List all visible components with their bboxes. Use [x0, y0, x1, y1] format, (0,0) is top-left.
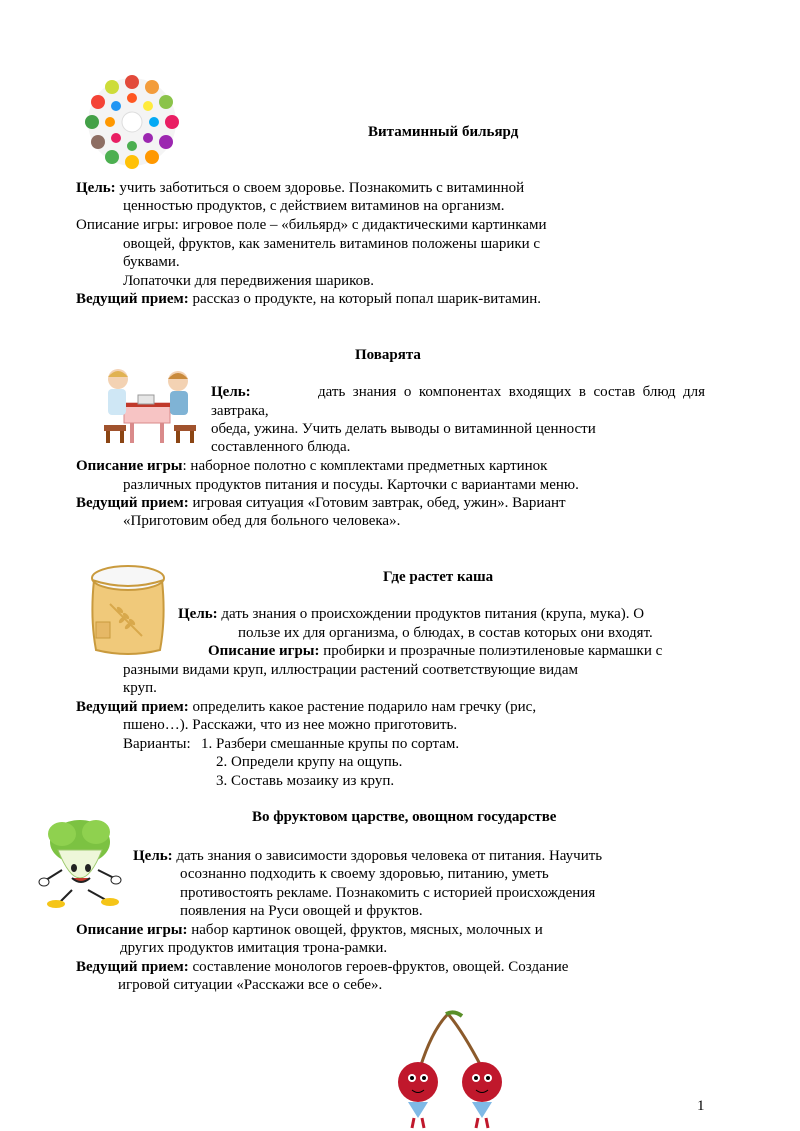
grain-sack-icon	[80, 558, 176, 658]
game-4-desc-line-1	[76, 921, 543, 939]
game-2-goal-text-2: завтрака,	[211, 403, 269, 419]
game-3-desc-text-2: разными видами круп, иллюстрации растений соответствующие видам	[123, 662, 578, 678]
game-4-goal-line-1	[133, 847, 602, 865]
game-4-lead-label: Ведущий прием:	[76, 959, 189, 975]
page-number: 1	[697, 1098, 705, 1114]
game-3-variant-3: 3. Составь мозаику из круп.	[216, 773, 395, 789]
game-3-goal-text-2: пользе их для организма, о блюдах, в состав которых они входят.	[238, 625, 653, 641]
game-1-goal-text-1: учить заботиться о своем здоровье. Познакомить с витаминной	[119, 180, 525, 196]
game-2-desc-text-2: различных продуктов питания и посуды. Карточки с вариантами меню.	[123, 477, 579, 493]
game-2-desc-text-1: : наборное полотно с комплектами предметных картинок	[182, 458, 548, 474]
game-3-title: Где растет каша	[383, 569, 494, 585]
game-3-variant-1: 1. Разбери смешанные крупы по сортам.	[201, 736, 460, 752]
game-3-goal-text-1: дать знания о происхождении продуктов питания (крупа, мука). О	[221, 606, 645, 622]
game-2-goal-line-1	[211, 383, 705, 401]
game-1-desc-text-1: игровое поле – «бильярд» с дидактическими картинками	[182, 217, 547, 233]
game-1-desc-label: Описание игры:	[76, 217, 179, 233]
game-4-goal-text-1: дать знания о зависимости здоровья человека от питания. Научить	[176, 848, 603, 864]
game-3-lead-text-1: определить какое растение подарило нам гречку (рис,	[192, 699, 537, 715]
game-4-desc-text-2: других продуктов имитация трона-рамки.	[120, 940, 388, 956]
game-3-goal-line-1	[178, 605, 644, 623]
game-4-goal-text-3: противостоять рекламе. Познакомить с историей происхождения	[180, 885, 596, 901]
game-3-desc-label: Описание игры:	[208, 643, 320, 659]
game-4-lead-text-1: составление монологов героев-фруктов, овощей. Создание	[192, 959, 569, 975]
game-1-goal-text-2: ценностью продуктов, с действием витаминов на организм.	[123, 198, 505, 214]
game-1-desc-text-3: буквами.	[123, 254, 180, 270]
children-cooking-icon	[96, 365, 206, 447]
game-3-goal-label: Цель:	[178, 606, 218, 622]
game-1-desc-line-1	[76, 216, 547, 234]
vitamin-wheel-icon	[80, 72, 185, 172]
game-1-title: Витаминный бильярд	[368, 124, 519, 140]
game-2-desc-label: Описание игры	[76, 458, 183, 474]
game-1-lead-line-1	[76, 290, 541, 308]
game-4-desc-label: Описание игры:	[76, 922, 188, 938]
game-1-desc-text-4: Лопаточки для передвижения шариков.	[123, 273, 374, 289]
game-4-goal-text-4: появления на Руси овощей и фруктов.	[180, 903, 423, 919]
game-2-lead-label: Ведущий прием:	[76, 495, 189, 511]
game-4-desc-text-1: набор картинок овощей, фруктов, мясных, молочных и	[191, 922, 543, 938]
game-3-lead-label: Ведущий прием:	[76, 699, 189, 715]
game-2-desc-line-1	[76, 457, 547, 475]
game-2-goal-text-1: дать знания о компонентах входящих в состав блюд для	[317, 384, 705, 400]
game-4-lead-line-1	[76, 958, 568, 976]
game-1-lead-label: Ведущий прием:	[76, 291, 189, 307]
game-1-lead-text-1: рассказ о продукте, на который попал шарик-витамин.	[192, 291, 542, 307]
game-3-desc-line-1	[208, 642, 662, 660]
game-2-lead-text-2: «Приготовим обед для больного человека».	[123, 513, 401, 529]
cabbage-character-icon	[34, 816, 126, 910]
game-3-desc-text-3: круп.	[123, 680, 157, 696]
game-2-lead-text-1: игровая ситуация «Готовим завтрак, обед, ужин». Вариант	[192, 495, 566, 511]
game-3-variant-2: 2. Определи крупу на ощупь.	[216, 754, 403, 770]
game-3-lead-line-1	[76, 698, 536, 716]
game-1-goal-line-1	[76, 179, 524, 197]
game-4-lead-text-2: игровой ситуации «Расскажи все о себе».	[118, 977, 383, 993]
game-4-goal-label: Цель:	[133, 848, 173, 864]
game-1-desc-text-2: овощей, фруктов, как заменитель витаминов положены шарики с	[123, 236, 541, 252]
game-4-goal-text-2: осознанно подходить к своему здоровью, питанию, уметь	[180, 866, 549, 882]
game-2-goal-text-4: составленного блюда.	[211, 439, 351, 455]
game-3-variants-label: Варианты:	[123, 736, 191, 752]
game-2-goal-text-3: обеда, ужина. Учить делать выводы о витаминной ценности	[211, 421, 596, 437]
game-3-desc-text-1: пробирки и прозрачные полиэтиленовые кармашки с	[323, 643, 663, 659]
game-2-lead-line-1	[76, 494, 566, 512]
game-4-title: Во фруктовом царстве, овощном государстве	[252, 809, 557, 825]
game-3-lead-text-2: пшено…). Расскажи, что из нее можно приготовить.	[123, 717, 458, 733]
cherries-characters-icon	[390, 1010, 520, 1131]
game-2-goal-label: Цель:	[211, 384, 251, 400]
game-1-goal-label: Цель:	[76, 180, 116, 196]
game-2-title: Поварята	[355, 347, 421, 363]
